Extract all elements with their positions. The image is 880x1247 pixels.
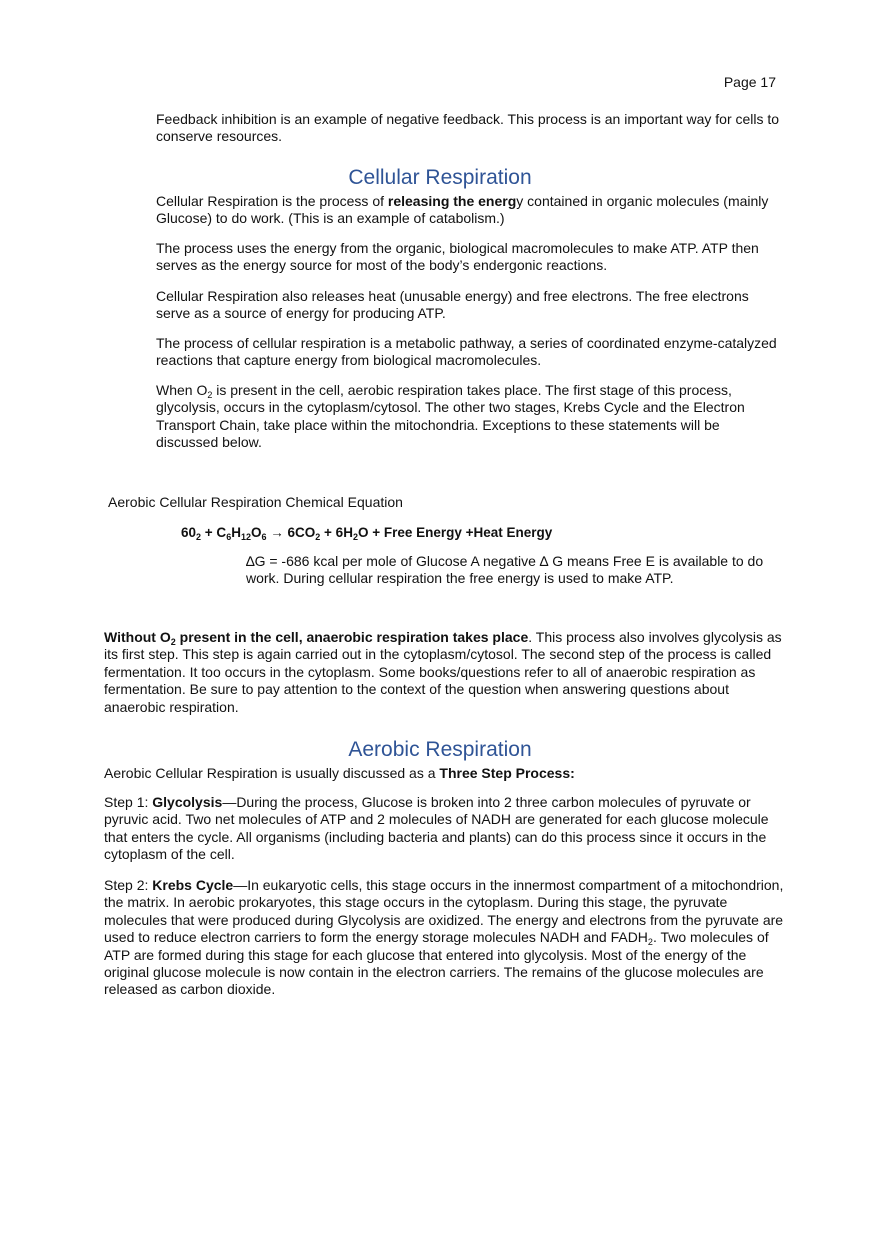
- cr-paragraph-1: Cellular Respiration is the process of releasing the energy contained in organic molecules (mainly Glucose) to do work. (This is an example of catabolism.): [156, 193, 769, 227]
- chemical-equation: $60_2 + C_6H_{12}O_6 \to 6CO_2 + 6H_2O$ + Free Energy +Heat Energy: [181, 525, 553, 542]
- cr-paragraph-2: The process uses the energy from the organic, biological macromolecules to make ATP. ATP then serves as the energy source for most of the body’s endergonic reactions.: [156, 240, 759, 274]
- step-2-paragraph: Step 2: Krebs Cycle—In eukaryotic cells, this stage occurs in the innermost compartment of a mitochondrion, the matrix. In aerobic prokaryotes, this stage occurs in the cytoplasm. During this stage, the pyruvate molecules that were produced during Glycolysis are oxidized. The energy and electrons from the pyruvate are used to reduce electron carriers to form the energy storage molecules NADH and $FADH_2$. Two molecules of ATP are formed during this stage for each glucose that entered into glycolysis. Most of the energy of the original glucose molecule is now contain in the electron carriers. The remains of the glucose molecules are released as carbon dioxide.: [104, 877, 784, 998]
- heading-cellular-respiration: Cellular Respiration: [348, 166, 532, 189]
- equation-label: Aerobic Cellular Respiration Chemical Equation: [108, 494, 403, 510]
- arrow-icon: →: [266, 525, 288, 540]
- step-1-paragraph: Step 1: Glycolysis—During the process, Glucose is broken into 2 three carbon molecules of pyruvate or pyruvic acid. Two net molecules of ATP and 2 molecules of NADH are generated for each glucose molecule that enters the cycle. All organisms (including bacteria and plants) can do this process since it occurs in the cytoplasm of the cell.: [104, 794, 769, 863]
- cr-paragraph-3: Cellular Respiration also releases heat (unusable energy) and free electrons. The free electrons serve as a source of energy for producing ATP.: [156, 288, 749, 322]
- anaerobic-paragraph: Without $O_2$ present in the cell, anaerobic respiration takes place. This process also involves glycolysis as its first step. This step is again carried out in the cytoplasm/cytosol. The second step of the process is called fermentation. It too occurs in the cytoplasm. Some books/questions refer to all of anaerobic respiration as fermentation. Be sure to pay attention to the context of the question when answering questions about anaerobic respiration.: [104, 629, 782, 715]
- cr-paragraph-4: The process of cellular respiration is a metabolic pathway, a series of coordinated enzyme-catalyzed reactions that capture energy from biological macromolecules.: [156, 335, 777, 369]
- cr-paragraph-5: When $O_2$ is present in the cell, aerobic respiration takes place. The first stage of this process, glycolysis, occurs in the cytoplasm/cytosol. The other two stages, Krebs Cycle and the Electron Transport Chain, take place within the mitochondria. Exceptions to these statements will be discussed below.: [156, 382, 745, 451]
- intro-paragraph: Feedback inhibition is an example of negative feedback. This process is an important way for cells to conserve resources.: [156, 111, 780, 145]
- aerobic-intro: Aerobic Cellular Respiration is usually discussed as a Three Step Process:: [104, 765, 575, 781]
- heading-aerobic-respiration: Aerobic Respiration: [348, 738, 532, 761]
- page-number: Page 17: [723, 74, 776, 90]
- delta-g-note: ∆G = -686 kcal per mole of Glucose A negative ∆ G means Free E is available to do work. During cellular respiration the free energy is used to make ATP.: [246, 553, 764, 587]
